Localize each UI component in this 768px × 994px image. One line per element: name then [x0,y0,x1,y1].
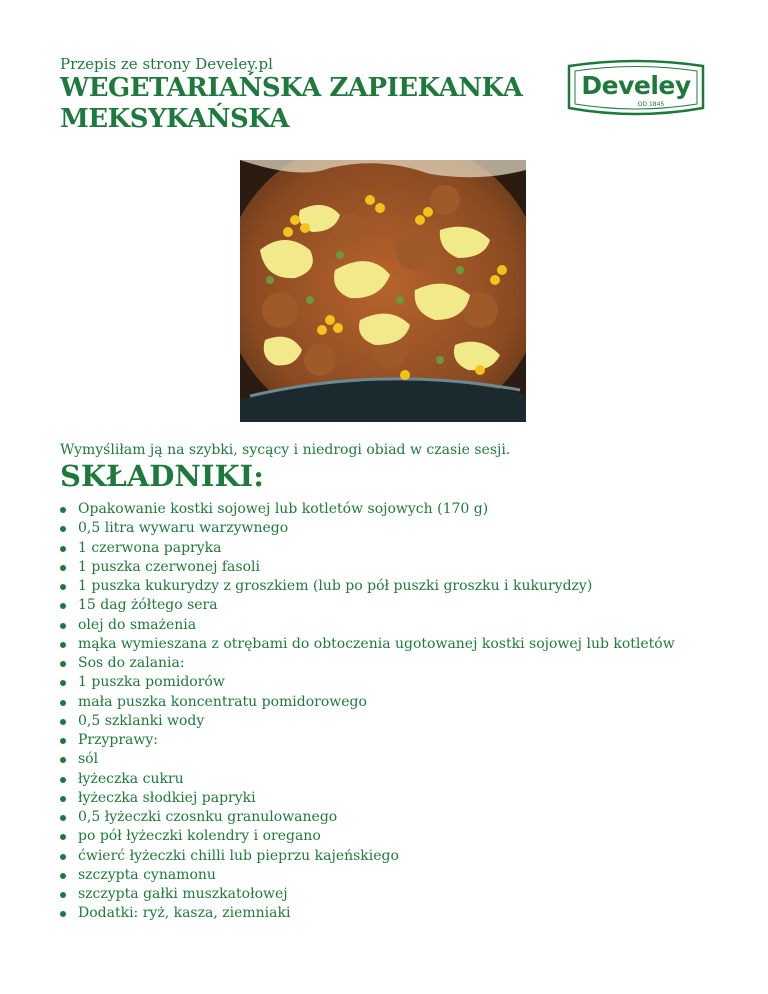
bullet-icon [60,873,66,879]
ingredient-text: 0,5 szklanki wody [78,712,205,729]
ingredient-text: Opakowanie kostki sojowej lub kotletów sojowych (170 g) [78,501,489,517]
ingredient-text: szczypta gałki muszkatołowej [78,886,288,902]
ingredients-list [60,500,675,924]
ingredient-item [60,558,675,577]
ingredient-item [60,539,675,558]
recipe-title-line-1: WEGETARIAŃSKA ZAPIEKANKA [60,73,523,103]
bullet-icon [60,757,66,763]
ingredient-text: szczypta cynamonu [78,866,216,883]
ingredient-item [60,616,675,635]
recipe-title [60,73,560,135]
ingredient-text: po pół łyżeczki kolendry i oregano [78,828,321,845]
casserole-photo [240,160,526,422]
ingredient-item [60,693,675,712]
bullet-icon [60,642,66,648]
ingredient-item [60,519,675,538]
bullet-icon [60,892,66,898]
ingredient-item [60,596,675,615]
ingredient-text: 0,5 litra wywaru warzywnego [78,520,289,537]
bullet-icon [60,911,66,917]
ingredient-text: łyżeczka słodkiej papryki [78,789,256,806]
ingredient-item [60,673,675,692]
bullet-icon [60,603,66,609]
ingredient-item [60,750,675,769]
ingredient-text: 1 puszka kukurydzy z groszkiem (lub po pół puszki groszku i kukurydzy) [78,578,593,594]
section-heading-ingredients: SKŁADNIKI: [60,459,264,493]
logo-brand-text: Develey [581,71,691,100]
ingredient-item [60,770,675,789]
recipe-title-line-2: MEKSYKAŃSKA [60,104,290,134]
ingredient-text: sól [78,751,99,768]
ingredient-text: 1 puszka czerwonej fasoli [78,558,260,575]
ingredient-text: olej do smażenia [78,616,197,633]
bullet-icon [60,700,66,706]
ingredient-item [60,789,675,808]
bullet-icon [60,738,66,744]
ingredient-item [60,731,675,750]
bullet-icon [60,526,66,532]
ingredient-text: ćwierć łyżeczki chilli lub pieprzu kajeńskiego [78,847,399,864]
ingredient-item [60,712,675,731]
source-line: Przepis ze strony Develey.pl [60,55,273,73]
ingredient-item [60,904,675,923]
ingredient-item [60,500,675,519]
bullet-icon [60,661,66,667]
ingredient-item [60,635,675,654]
develey-logo [563,58,709,120]
ingredient-item [60,847,675,866]
ingredient-item [60,866,675,885]
ingredient-text: Przyprawy: [78,732,159,748]
ingredient-text: mąka wymieszana z otrębami do obtoczenia ugotowanej kostki sojowej lub kotletów [78,635,675,652]
bullet-icon [60,777,66,783]
bullet-icon [60,815,66,821]
bullet-icon [60,854,66,860]
bullet-icon [60,546,66,552]
ingredient-item [60,808,675,827]
ingredient-item [60,885,675,904]
bullet-icon [60,507,66,513]
bullet-icon [60,719,66,725]
ingredient-text: 0,5 łyżeczki czosnku granulowanego [78,809,338,825]
ingredient-text: łyżeczka cukru [78,770,184,787]
bullet-icon [60,584,66,590]
ingredient-text: mała puszka koncentratu pomidorowego [78,693,367,710]
ingredient-text: Sos do zalania: [78,655,185,671]
logo-since-text: OD 1845 [637,101,665,108]
bullet-icon [60,623,66,629]
ingredient-text: 1 puszka pomidorów [78,674,225,691]
ingredient-text: Dodatki: ryż, kasza, ziemniaki [78,905,291,922]
ingredient-item [60,654,675,673]
bullet-icon [60,834,66,840]
ingredient-text: 15 dag żółtego sera [78,597,218,614]
bullet-icon [60,796,66,802]
ingredient-item [60,577,675,596]
bullet-icon [60,680,66,686]
intro-text: Wymyśliłam ją na szybki, sycący i niedrogi obiad w czasie sesji. [60,442,511,458]
ingredient-item [60,827,675,846]
bullet-icon [60,565,66,571]
ingredient-text: 1 czerwona papryka [78,539,222,556]
